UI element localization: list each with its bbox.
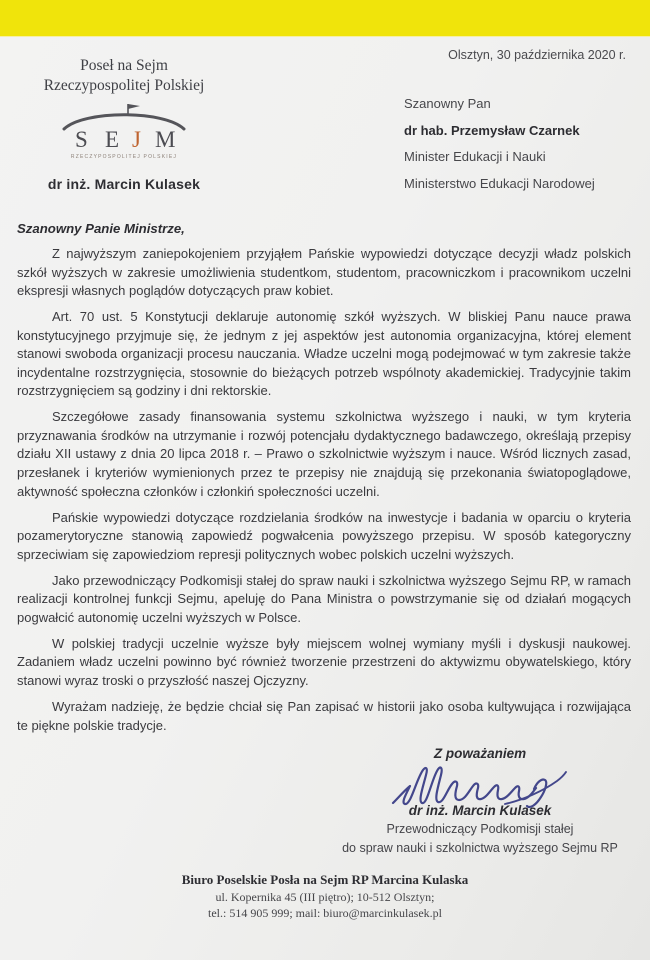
signatory-title-line-2: do spraw nauki i szkolnictwa wyższego Sejmu RP xyxy=(342,841,618,855)
letterhead xyxy=(26,56,222,192)
letter-body xyxy=(17,221,631,743)
paragraph-2: Art. 70 ust. 5 Konstytucji deklaruje autonomię szkół wyższych. W bliskiej Panu nauce prawa konstytucyjnego przyjmuje się, że jednym z jej aspektów jest autonomia organizacyjna, której element stanowi swoboda organizacji procesu nauczania. Władze uczelni mogą podejmować w tym zakresie także incydentalne rozstrzygnięcia, stosownie do bieżących potrzeb wspólnoty akademickiej. Tradycyjnie takim rozstrzygnięciem są godziny i dni rektorskie. xyxy=(17,309,631,399)
letterhead-line-1: Poseł na Sejm xyxy=(80,57,168,74)
signatory-title-line-1: Przewodniczący Podkomisji stałej xyxy=(386,822,574,836)
logo-letter-e: E xyxy=(105,127,120,152)
addressee-salutation: Szanowny Pan xyxy=(404,96,491,111)
footer-address: ul. Kopernika 45 (III piętro); 10-512 Olsztyn; xyxy=(215,890,435,904)
footer xyxy=(0,872,650,921)
valediction: Z poważaniem xyxy=(433,746,527,761)
addressee-title: Minister Edukacji i Nauki xyxy=(404,149,546,164)
logo-letter-m: M xyxy=(155,127,176,152)
signatory-name: dr inż. Marcin Kulasek xyxy=(408,803,552,818)
sejm-dome-icon xyxy=(58,101,190,163)
greeting: Szanowny Panie Ministrze, xyxy=(17,221,185,236)
paragraph-4: Pańskie wypowiedzi dotyczące rozdzielania środków na inwestycje i badania w oparciu o kryteria pozamerytoryczne stanowią zapowiedź pogwałcenia powyższego przepisu. W sposób kategoryczny sprzeciwiam się zapowiedziom represji politycznych wobec polskich uczelni wyższych. xyxy=(17,509,631,562)
logo-letter-j: J xyxy=(132,127,141,152)
addressee-block xyxy=(404,97,595,203)
sender-name: dr inż. Marcin Kulasek xyxy=(47,176,201,192)
logo-letter-s: S xyxy=(75,127,88,152)
paragraph-5: Jako przewodniczący Podkomisji stałej do spraw nauki i szkolnictwa wyższego Sejmu RP, w ramach realizacji kontrolnej funkcji Sejmu, apeluję do Pana Ministra o powstrzymanie się od działań mogących pogwałcić autonomię uczelni wyższych w Polsce. xyxy=(17,572,631,625)
handwritten-signature xyxy=(328,762,632,806)
paragraph-7: Wyrażam nadzieję, że będzie chciał się Pan zapisać w historii jako osoba kultywująca i rozwijająca te piękne polskie tradycje. xyxy=(17,699,631,733)
paragraph-6: W polskiej tradycji uczelnie wyższe były miejscem wolnej wymiany myśli i dyskusji naukowej. Zadaniem władz uczelni powinno być również tworzenie przestrzeni do aktywizmu obywatelskiego, który stanowi wyraz troski o przyszłość naszej Ojczyzny. xyxy=(17,635,631,688)
sejm-logo xyxy=(26,101,222,168)
letterhead-line-2: Rzeczypospolitej Polskiej xyxy=(43,77,205,94)
footer-contact: tel.: 514 905 999; mail: biuro@marcinkulasek.pl xyxy=(207,905,442,920)
paragraph-1: Z najwyższym zaniepokojeniem przyjąłem Pańskie wypowiedzi dotyczące decyzji władz polskich szkół wyższych w zakresie umożliwienia studentkom, studentom, pracowniczkom i pracownikom uczelni ekspresji własnych poglądów dotyczących praw kobiet. xyxy=(17,246,631,299)
addressee-institution: Ministerstwo Edukacji Narodowej xyxy=(404,175,595,191)
logo-caption: RZECZYPOSPOLITEJ POLSKIEJ xyxy=(70,154,178,160)
date-line: Olsztyn, 30 października 2020 r. xyxy=(448,48,626,62)
footer-office-name: Biuro Poselskie Posła na Sejm RP Marcina Kulaska xyxy=(181,872,469,887)
paragraph-3: Szczegółowe zasady finansowania systemu szkolnictwa wyższego i nauki, w tym kryteria przyznawania środków na utrzymanie i rozwój potencjału dydaktycznego badawczego, określają przepisy działu XII ustawy z dnia 20 lipca 2018 r. – Prawo o szkolnictwie wyższym i nauce. Wśród licznych zasad, przesłanek i kryteriów wymienionych przez te przepisy nie znajdują się przekonania światopoglądowe, aktywność społeczna członków i członkiń społeczności uczelni. xyxy=(17,409,631,499)
top-accent-bar xyxy=(0,0,650,37)
flag-icon xyxy=(128,104,140,114)
closing-block xyxy=(328,746,632,858)
addressee-name: dr hab. Przemysław Czarnek xyxy=(404,122,580,138)
signature-icon xyxy=(385,762,575,808)
